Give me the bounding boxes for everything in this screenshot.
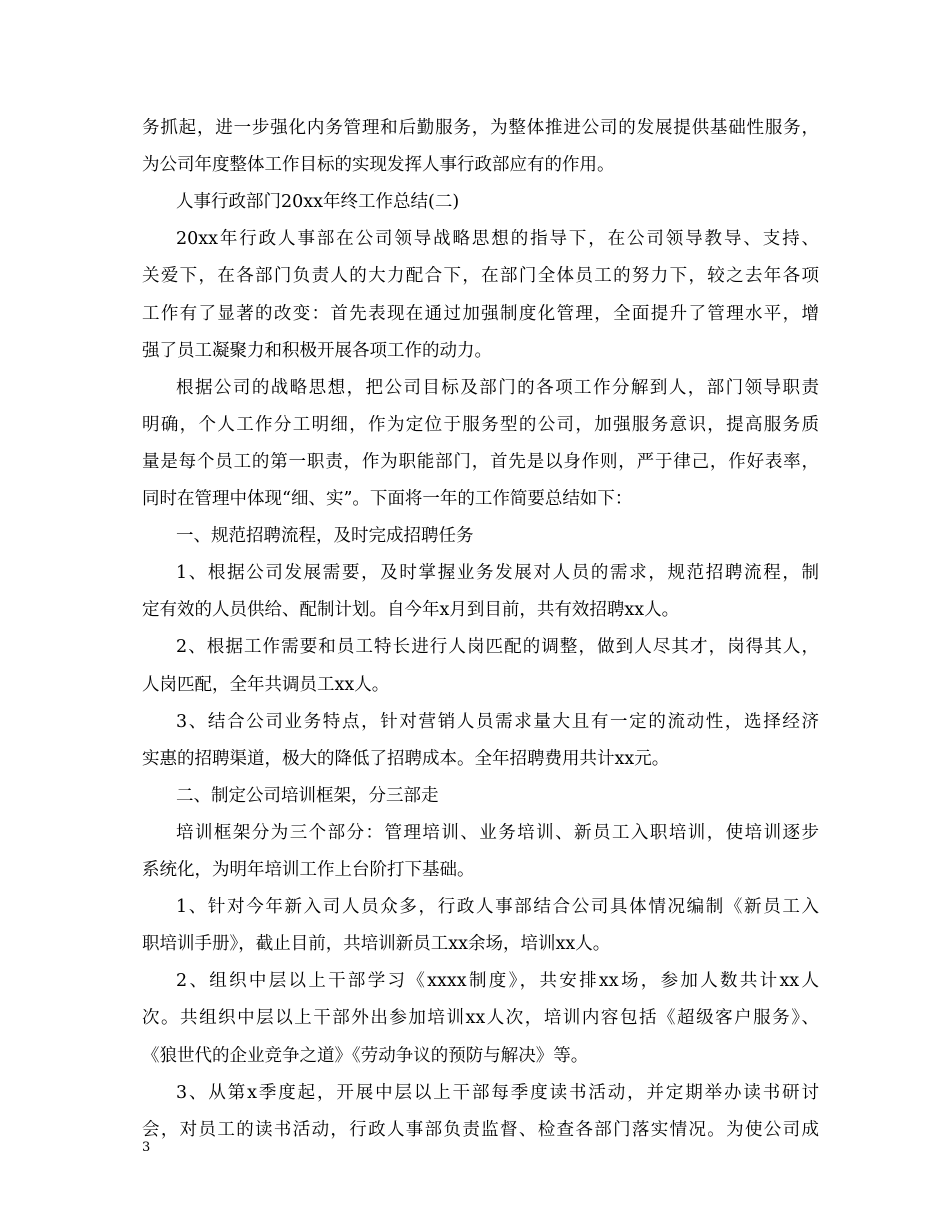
text-line: 会，对员工的读书活动，行政人事部负责监督、检查各部门落实情况。为使公司成 (142, 1120, 819, 1140)
text-line: 《狼世代的企业竞争之道》《劳动争议的预防与解决》等。 (142, 1046, 589, 1066)
text-line: 20xx年行政人事部在公司领导战略思想的指导下，在公司领导教导、支持、 (176, 229, 819, 249)
text-line: 为公司年度整体工作目标的实现发挥人事行政部应有的作用。 (142, 155, 615, 175)
text-line: 人岗匹配，全年共调员工xx人。 (142, 675, 390, 695)
text-line: 强了员工凝聚力和积极开展各项工作的动力。 (142, 341, 492, 361)
text-line: 2、组织中层以上干部学习《xxxx制度》，共安排xx场，参加人数共计xx人 (176, 971, 819, 991)
text-line: 关爱下，在各部门负责人的大力配合下，在部门全体员工的努力下，较之去年各项 (142, 266, 819, 286)
text-line: 定有效的人员供给、配制计划。自今年x月到目前，共有效招聘xx人。 (142, 600, 680, 620)
text-line: 职培训手册》，截止目前，共培训新员工xx余场，培训xx人。 (142, 934, 611, 954)
text-line: 量是每个员工的第一职责，作为职能部门，首先是以身作则，严于律己，作好表率， (142, 452, 819, 472)
page-number: 3 (142, 1140, 151, 1155)
text-line: 次。共组织中层以上干部外出参加培训xx人次，培训内容包括《超级客户服务》、 (142, 1008, 819, 1028)
text-line: 3、结合公司业务特点，针对营销人员需求量大且有一定的流动性，选择经济 (176, 712, 819, 732)
text-line: 培训框架分为三个部分：管理培训、业务培训、新员工入职培训，使培训逐步 (176, 823, 819, 843)
text-line: 二、制定公司培训框架，分三部走 (176, 786, 439, 806)
text-line: 人事行政部门20xx年终工作总结(二) (176, 192, 460, 212)
text-line: 同时在管理中体现“细、实”。下面将一年的工作简要总结如下： (142, 489, 633, 509)
text-line: 工作有了显著的改变：首先表现在通过加强制度化管理，全面提升了管理水平，增 (142, 304, 819, 324)
text-line: 务抓起，进一步强化内务管理和后勤服务，为整体推进公司的发展提供基础性服务， (142, 118, 819, 138)
text-line: 系统化，为明年培训工作上台阶打下基础。 (142, 860, 475, 880)
text-line: 实惠的招聘渠道，极大的降低了招聘成本。全年招聘费用共计xx元。 (142, 749, 670, 769)
text-line: 2、根据工作需要和员工特长进行人岗匹配的调整，做到人尽其才，岗得其人， (176, 637, 819, 657)
text-line: 1、针对今年新入司人员众多，行政人事部结合公司具体情况编制《新员工入 (176, 897, 819, 917)
text-line: 一、规范招聘流程，及时完成招聘任务 (176, 526, 474, 546)
text-line: 明确，个人工作分工明细，作为定位于服务型的公司，加强服务意识，提高服务质 (142, 415, 819, 435)
text-line: 1、根据公司发展需要，及时掌握业务发展对人员的需求，规范招聘流程，制 (176, 563, 819, 583)
text-line: 根据公司的战略思想，把公司目标及部门的各项工作分解到人，部门领导职责 (176, 378, 819, 398)
text-line: 3、从第x季度起，开展中层以上干部每季度读书活动，并定期举办读书研讨 (176, 1083, 819, 1103)
